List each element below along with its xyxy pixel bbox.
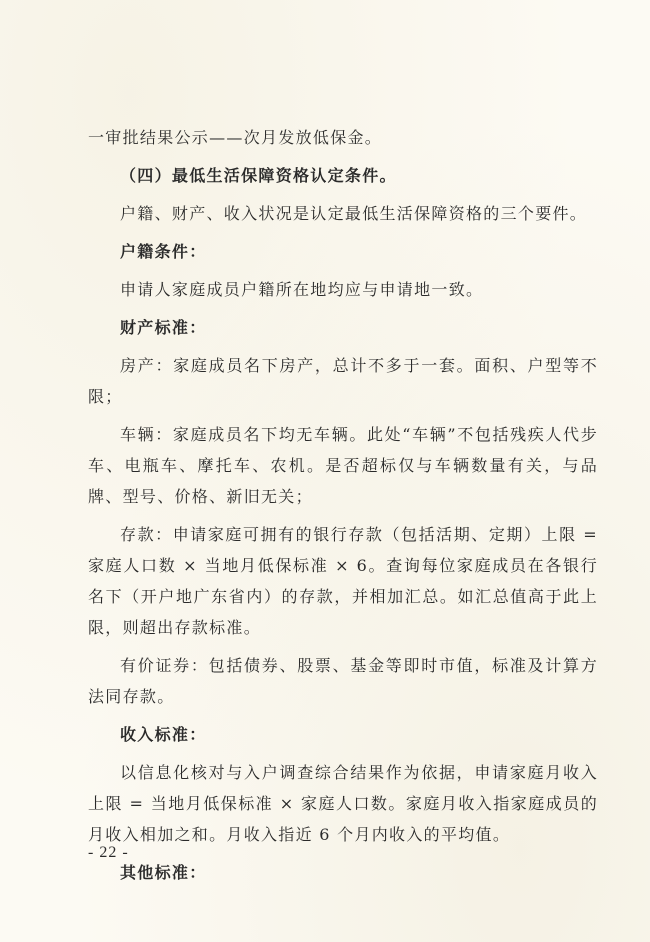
paragraph-income: 以信息化核对与入户调查综合结果作为依据，申请家庭月收入上限 = 当地月低保标准 × 家庭人口数。家庭月收入指家庭成员的月收入相加之和。月收入指近 6 个月内收入的平均值。	[88, 763, 598, 844]
document-body	[88, 122, 598, 888]
heading-household-registration: 户籍条件：	[120, 242, 207, 261]
section-heading-eligibility: （四）最低生活保障资格认定条件。	[120, 166, 397, 185]
paragraph-housing: 房产：家庭成员名下房产，总计不多于一套。面积、户型等不限；	[88, 356, 598, 406]
paragraph-household-registration: 申请人家庭成员户籍所在地均应与申请地一致。	[120, 280, 484, 299]
heading-property-standard: 财产标准：	[120, 318, 207, 337]
heading-other-standards: 其他标准：	[120, 863, 207, 882]
page-number: - 22 -	[88, 844, 129, 861]
paragraph-vehicles: 车辆：家庭成员名下均无车辆。此处“车辆”不包括残疾人代步车、电瓶车、摩托车、农机。是否超标仅与车辆数量有关，与品牌、型号、价格、新旧无关；	[88, 425, 598, 506]
paragraph-securities: 有价证券：包括债券、股票、基金等即时市值，标准及计算方法同存款。	[88, 656, 598, 706]
paragraph-deposits: 存款：申请家庭可拥有的银行存款（包括活期、定期）上限 = 家庭人口数 × 当地月低保标准 × 6。查询每位家庭成员在各银行名下（开户地广东省内）的存款，并相加汇总。如汇总值高于此上限，则超出存款标准。	[88, 525, 598, 637]
heading-income-standard: 收入标准：	[120, 725, 207, 744]
paragraph-three-requirements: 户籍、财产、收入状况是认定最低生活保障资格的三个要件。	[120, 204, 588, 223]
paragraph-approval-result: 一审批结果公示——次月发放低保金。	[88, 128, 383, 147]
